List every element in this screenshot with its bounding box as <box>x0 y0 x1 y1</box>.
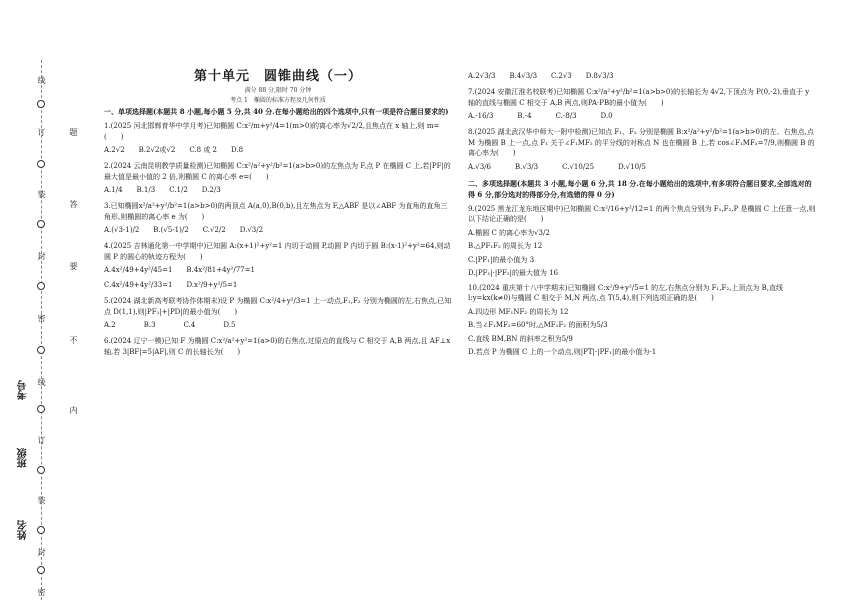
option-b: B.4x²/81+4y²/77=1 <box>186 266 255 274</box>
question-9-option-c: C.|PF₁|的最小值为 3 <box>468 255 535 264</box>
question-8-options <box>468 160 816 174</box>
option-c: C.1/2 <box>169 186 188 194</box>
question-9-option-b: B.△PF₁F₂ 的周长为 12 <box>468 242 543 250</box>
binding-margin <box>0 0 84 608</box>
option-c: C.8 或 2 <box>189 146 218 154</box>
name-field: 姓名 <box>18 520 29 540</box>
option-d: D.x²/9+y²/5=1 <box>186 281 238 289</box>
question-4-options-ab <box>104 263 452 277</box>
question-10-option-b: B.当∠F₁MF₂=60°时,△MF₁F₂ 的面积为5/3 <box>468 321 608 329</box>
question-10-option-a: A.四边形 MF₁NF₂ 的周长为 12 <box>468 307 569 316</box>
question-2-options <box>104 183 452 197</box>
question-6: 6.(2024 辽宁一模)已知 F 为椭圆 C:x²/a²+y²=1(a>0)的右焦点,过原点的直线与 C 相交于 A,B 两点,且 AF⊥x 轴,若 3|BF|=5|AF|,则 C 的长轴长为( ) <box>104 337 451 356</box>
option-c: C.√2/2 <box>202 226 226 234</box>
option-d: D.2/3 <box>201 186 221 194</box>
seal-char: 订 <box>37 436 46 445</box>
option-a: A.√3/6 <box>468 162 492 171</box>
question-8: 8.(2025 湖北武汉华中师大一附中检测)已知点 F₁、F₂ 分别是椭圆 B:x²/a²+y²/b²=1(a>b>0)的左、右焦点,点 M 为椭圆 B 上一点,点 F₁ 关于∠F₁MF₂ 的平分线的对称点 N 也在椭圆 B 上,若 cos∠F₁MF₂=7/9,则椭圆 B 的离心率为( ) <box>468 128 815 157</box>
question-4-options-cd <box>104 278 452 292</box>
seal-char: 不 <box>69 336 78 345</box>
seal-char: 线 <box>37 76 46 85</box>
left-column <box>104 68 452 357</box>
option-d: D.5 <box>223 321 236 329</box>
question-6-options <box>468 69 816 83</box>
option-b: B.4√3/3 <box>509 72 538 80</box>
seal-char: 线 <box>37 378 46 387</box>
seal-char: 答 <box>69 200 78 209</box>
time-limit: 满分 88 分,限时 70 分钟 <box>244 87 312 94</box>
question-3-options <box>104 223 452 237</box>
option-d: D.8√3/3 <box>585 72 614 80</box>
question-1: 1.(2025 河北邯郸育华中学月考)已知椭圆 C:x²/m+y²/4=1(m>0)的离心率为√2/2,且焦点在 x 轴上,则 m=( ) <box>104 122 440 141</box>
question-5: 5.(2024 湖北新高考联考协作体期末)设 P 为椭圆 C:x²/4+y²/3=1 上一动点,F₁,F₂ 分别为椭圆的左,右焦点,已知点 D(1,1),则|PF₁|+|PD|的最小值为( ) <box>104 297 452 316</box>
option-c: C.2√3 <box>551 72 572 80</box>
option-a: A.2√2 <box>104 146 125 154</box>
binding-hole <box>37 160 45 168</box>
question-2: 2.(2024 云南昆明教学质量检测)已知椭圆 C:x²/a²+y²/b²=1(a>b>0)的左焦点为 F,点 P 在椭圆 C 上,若|PF|的最大值是最小值的 2 倍,则椭圆 C 的离心率 e=( ) <box>104 162 451 181</box>
question-9-option-a: A.椭圆 C 的离心率为√3/2 <box>468 228 550 237</box>
binding-hole <box>37 466 45 474</box>
question-1-options <box>104 143 452 157</box>
binding-hole <box>37 220 45 228</box>
option-c: C.4x²/49+4y²/33=1 <box>104 281 173 289</box>
seal-char: 内 <box>69 406 78 415</box>
seal-char: 封 <box>37 252 46 261</box>
binding-hole <box>37 346 45 354</box>
topic-heading: 考点 1 椭圆的标准方程及几何性质 <box>230 97 326 104</box>
question-5-options <box>104 318 452 332</box>
binding-hole <box>37 566 45 574</box>
option-d: D.√10/5 <box>618 162 646 171</box>
option-c: C.-8/3 <box>555 112 577 120</box>
page-title: 第十单元 圆锥曲线（一） <box>193 69 362 84</box>
binding-hole <box>37 100 45 108</box>
seal-char: 密 <box>37 588 46 597</box>
option-b: B.3 <box>143 321 156 329</box>
option-b: B.(√5-1)/2 <box>153 226 189 234</box>
class-field: 班级 <box>18 448 29 468</box>
question-9-option-d: D.|PF₁|·|PF₂|的最大值为 16 <box>468 269 559 277</box>
option-b: B.1/3 <box>136 186 156 194</box>
option-b: B.-4 <box>517 112 532 120</box>
option-a: A.(√3-1)/2 <box>104 226 140 234</box>
option-a: A.4x²/49+4y²/45=1 <box>104 266 173 274</box>
binding-hole <box>37 405 45 413</box>
option-b: B.2√2或√2 <box>138 146 176 154</box>
question-10-option-d: D.若点 P 为椭圆 C 上的一个动点,则|PT|-|PF₁|的最小值为-1 <box>468 348 657 356</box>
question-10-option-c: C.直线 BM,BN 的斜率之积为5/9 <box>468 334 573 343</box>
option-a: A.-16/3 <box>468 112 494 120</box>
exam-number-field: 考号 <box>18 380 29 400</box>
option-b: B.√3/3 <box>515 162 539 171</box>
question-10: 10.(2024 重庆第十八中学期末)已知椭圆 C:x²/9+y²/5=1 的左,右焦点分别为 F₁,F₂,上顶点为 B,直线 l:y=kx(k≠0)与椭圆 C 相交于 M,N 两点,点 T(5,4),则下列选项正确的是( ) <box>468 283 783 302</box>
option-a: A.2√3/3 <box>468 72 496 80</box>
seal-char: 装 <box>37 496 46 505</box>
question-7-options <box>468 109 816 123</box>
section-single-choice: 一、单项选择题(本题共 8 小题,每小题 5 分,共 40 分.在每小题给出的四个选项中,只有一项是符合题目要求的) <box>104 107 449 116</box>
option-c: C.4 <box>183 321 196 329</box>
binding-hole <box>37 526 45 534</box>
right-column <box>468 68 816 358</box>
option-d: D.0 <box>600 112 613 120</box>
seal-char: 订 <box>37 128 46 137</box>
option-d: D.√3/2 <box>239 226 264 234</box>
seal-char: 装 <box>37 190 46 199</box>
seal-char: 题 <box>69 128 78 137</box>
option-a: A.2 <box>104 321 116 329</box>
question-9: 9.(2025 黑龙江龙东地区期中)已知椭圆 C:x²/16+y²/12=1 的两个焦点分别为 F₁,F₂,P 是椭圆 C 上任意一点,则以下结论正确的是( ) <box>468 204 816 223</box>
option-c: C.√10/25 <box>562 162 595 171</box>
seal-char: 密 <box>37 314 46 323</box>
question-4: 4.(2025 吉林通化第一中学期中)已知圆 A:(x+1)²+y²=1 内切于动圆 P,动圆 P 内切于圆 B:(x-1)²+y²=64,则动圆 P 的圆心的轨迹方程为( ) <box>104 242 451 261</box>
option-a: A.1/4 <box>104 186 123 194</box>
seal-char: 要 <box>69 262 78 271</box>
binding-hole <box>37 282 45 290</box>
binding-dash-line <box>41 60 42 600</box>
question-3: 3.已知椭圆x²/a²+y²/b²=1(a>b>0)的两顶点 A(a,0),B(0,b),且左焦点为 F,△ABF 是以∠ABF 为直角的直角三角形,则椭圆的离心率 e 为( ) <box>104 202 448 221</box>
question-7: 7.(2024 安徽江淮名校联考)已知椭圆 C:x²/a²+y²/b²=1(a>b>0)的长轴长为 4√2,下顶点为 P(0,-2),垂直于 y 轴的直线与椭圆 C 相交于 A,B 两点,则PA·PB的最小值为( ) <box>468 88 810 107</box>
section-multiple-choice: 二、多项选择题(本题共 3 小题,每小题 6 分,共 18 分.在每小题给出的选项中,有多项符合题目要求,全部选对的得 6 分,部分选对的得部分分,有选错的得 0 分) <box>468 178 812 199</box>
seal-char: 封 <box>37 548 46 557</box>
option-d: D.8 <box>231 146 244 154</box>
